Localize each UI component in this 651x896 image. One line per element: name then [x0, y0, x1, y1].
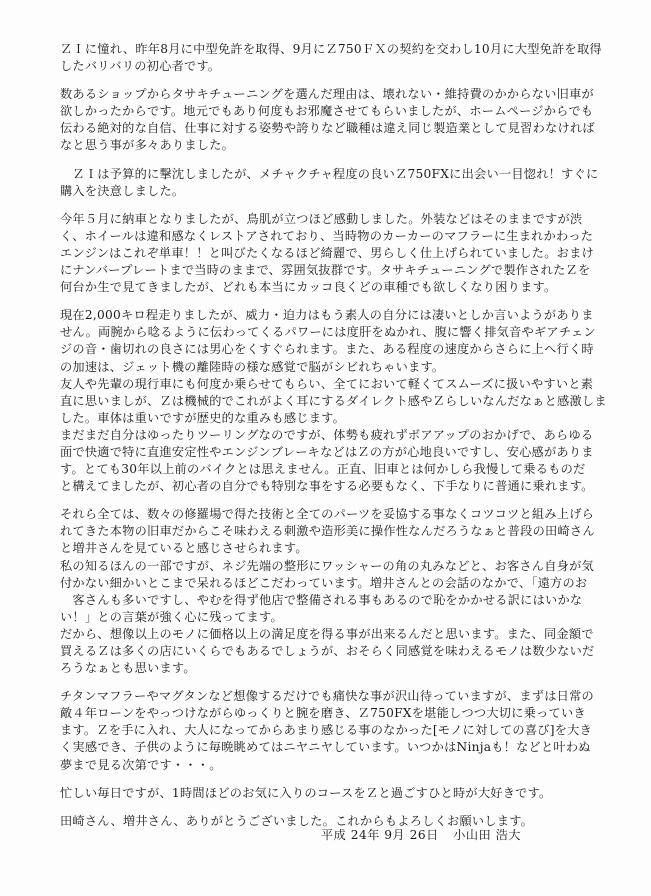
- text-line: エンジンはこれぞ単車！！と叫びたくなるほど綺麗で、男らしく仕上げられていました。おまけ: [60, 245, 594, 260]
- text-line: 何台か生で見てきましたが、どれも本当にカッコ良くどの車種でも欲しくなり困ります。: [60, 280, 557, 295]
- paragraph-intro: [60, 41, 610, 75]
- text-line: 面で快適で特に直進安定性やエンジンブレーキなどはＺの方が心地良いですし、安心感がありま: [60, 444, 594, 459]
- text-line: まだまだ自分はゆったりツーリングなのですが、体勢も疲れずボアアップのおかげで、あらゆる: [60, 427, 594, 442]
- text-line: ＺＩは予算的に撃沈しましたが、メチャクチャ程度の良いＺ750FXに出会い一目惚れ！すぐに: [60, 166, 599, 181]
- text-line: と構えてましたが、初心者の自分でも特別な事をする必要もなく、下手なりに普通に乗れます。: [60, 479, 594, 494]
- text-line: れてきた本物の旧車だからこそ味わえる刺激や造形美に操作性なんだろうなぁと普段の田崎さん: [60, 524, 595, 539]
- text-line: なと思う事が多々ありました。: [60, 138, 235, 153]
- paragraph-future-plans: [60, 688, 610, 773]
- text-line: く、ホイールは違和感なくレストアされており、当時物のカーカーのマフラーに生まれかわった: [60, 228, 594, 243]
- text-line: の加速は、ジェット機の離陸時の様な感覚で脳がシビれちゃいます。: [60, 359, 445, 374]
- paragraph-purchase: [60, 166, 610, 200]
- paragraph-shop-reason: [60, 86, 610, 154]
- text-line: 現在2,000キロ程走りましたが、威力・迫力はもう素人の自分には凄いとしか言いようがありま: [60, 308, 594, 323]
- text-line: 直に思いましが、Ｚは機械的でこれがよく耳にするダイレクト感やＺらしいなんだなぁと感激しま: [60, 393, 607, 408]
- text-line: だから、想像以上のモノに価格以上の満足度を得る事が出来るんだと思います。また、同金額で: [60, 626, 594, 641]
- text-line: 今年５月に納車となりましたが、鳥肌が立つほど感動しました。外装などはそのままですが渋: [60, 211, 583, 226]
- signature-date: 平成 24年 9月 26日: [320, 828, 439, 842]
- text-line: 購入を決意しました。: [60, 183, 185, 198]
- text-line: した。車体は重いですが歴史的な重みも感じます。: [60, 410, 346, 425]
- text-line: ジの音・歯切れの良さには男心をくすぐられます。また、ある程度の速度からさらに上へ行く時: [60, 342, 594, 357]
- text-line: い！」との言葉が強く心に残ってます。: [60, 609, 283, 624]
- signature-block: [311, 826, 521, 843]
- text-line: く実感でき、子供のように毎晩眺めてはニヤニヤしています。いつかはNinjaも！などと叶わぬ: [60, 740, 591, 755]
- letter-body: [60, 41, 610, 841]
- text-line: 夢まで見る次第です・・・。: [60, 757, 222, 772]
- text-line: 忙しい毎日ですが、1時間ほどのお気に入りのコースをＺと過ごすひと時が大好きです。: [60, 785, 552, 800]
- text-line: 客さんも多いですし、やむを得ず他店で整備される事もあるので恥をかかせる訳にはいかな: [60, 592, 583, 607]
- text-line: す。とても30年以上前のバイクとは思えません。正直、旧車とは何かしら我慢して乗るものだ: [60, 462, 586, 477]
- text-line: 欲しかったからです。地元でもあり何度もお邪魔させてもらいましたが、ホームページからでも: [60, 104, 594, 119]
- text-line: 田崎さん、増井さん、ありがとうございました。これからもよろしくお願いします。: [60, 813, 534, 828]
- text-line: したバリバリの初心者です。: [60, 59, 221, 74]
- signature-name: 小山田 浩大: [453, 828, 521, 842]
- paragraph-delivery: [60, 211, 610, 296]
- text-line: 伝わる絶対的な自信、仕事に対する姿勢や誇りなど職種は違え同じ製造業として見習わなければ: [60, 121, 595, 136]
- text-line: 付かない細かいとこまで呆れるほどこだわっています。増井さんとの会話のなかで、「遠方のお: [60, 575, 588, 590]
- text-line: チタンマフラーやマグタンなど想像するだけでも痛快な事が沢山待っていますが、まずは日常の: [60, 689, 594, 704]
- text-line: 敵４年ローンをやっつけながらゆっくりと腕を磨き、Ｚ750FXを堪能しつつ大切に乗っていき: [60, 706, 586, 721]
- text-line: ます。Ｚを手に入れ、大人になってからあまり感じる事のなかった[モノに対しての喜び]を大き: [60, 723, 593, 738]
- text-line: それら全ては、数々の修羅場で得た技術と全てのパーツを妥協する事なくコツコツと組み上げら: [60, 507, 595, 522]
- paragraph-favorite-course: [60, 785, 610, 802]
- text-line: 友人や先輩の現行車にも何度か乗らせてもらい、全てにおいて軽くてスムーズに扱いやすいと素: [60, 376, 594, 391]
- text-line: ろうなぁとも思います。: [60, 661, 196, 676]
- text-line: ＺＩに憧れ、昨年8月に中型免許を取得、9月にＺ750ＦＸの契約を交わし10月に大型免許を取得: [60, 42, 602, 56]
- text-line: と増井さんを見ていると感じさせられます。: [60, 541, 308, 556]
- text-line: 私の知るほんの一部ですが、ネジ先端の整形にワッシャーの角の丸みなどと、お客さん自身が気: [60, 558, 594, 573]
- paragraph-riding-impressions: [60, 307, 610, 495]
- text-line: にナンバープレートまで当時のままで、雰囲気抜群です。タサキチューニングで製作されたＺを: [60, 263, 591, 278]
- text-line: 買えるＺは多くの店にいくらでもあるでしょうが、おそらく同感覚を味わえるモノは数少ないだ: [60, 644, 595, 658]
- paragraph-craftsmanship: [60, 506, 610, 677]
- text-line: せん。両腕から唸るように伝わってくるパワーには度肝をぬかれ、腹に響く排気音やギアチェン: [60, 325, 596, 340]
- text-line: 数あるショップからタサキチューニングを選んだ理由は、壊れない・維持費のかからない旧車が: [60, 87, 594, 102]
